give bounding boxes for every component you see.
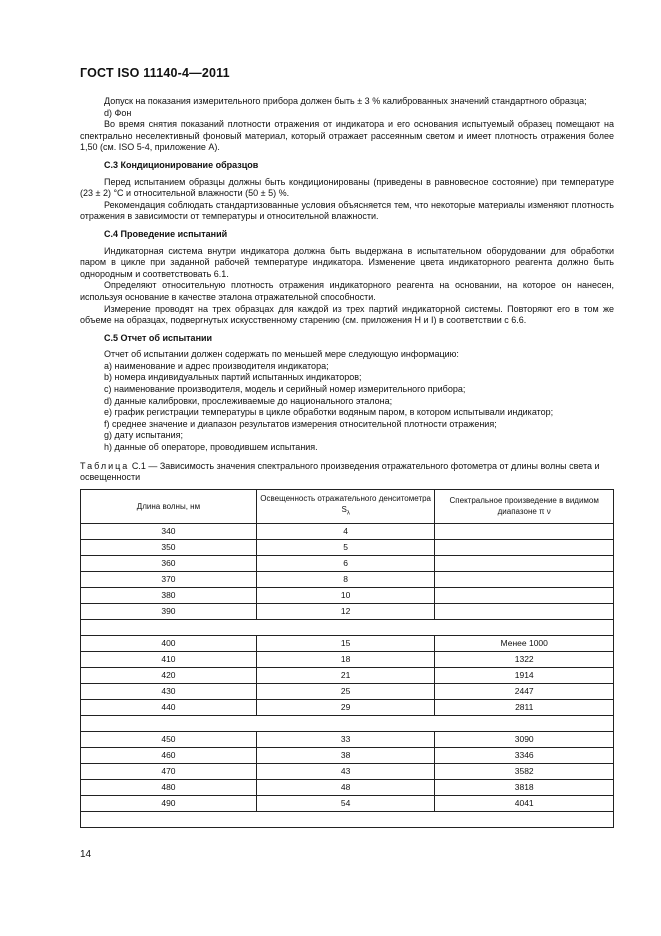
list-item: h) данные об операторе, проводившем испытания. (104, 442, 318, 453)
cell-wavelength: 460 (81, 747, 257, 763)
cell-wavelength: 400 (81, 635, 257, 651)
cell-spectral-product: 3582 (435, 763, 614, 779)
list-item: а) наименование и адрес производителя индикатора; (104, 360, 329, 371)
table-caption-label: Таблица (80, 460, 130, 471)
header-wavelength: Длина волны, нм (81, 489, 257, 523)
table-spacer-row (81, 811, 614, 827)
cell-illuminance: 5 (256, 539, 435, 555)
cell-wavelength: 350 (81, 539, 257, 555)
cell-wavelength: 410 (81, 651, 257, 667)
table-row (81, 651, 614, 667)
table-row (81, 555, 614, 571)
cell-wavelength: 440 (81, 699, 257, 715)
cell-wavelength: 370 (81, 571, 257, 587)
table-row (81, 603, 614, 619)
cell-spectral-product (435, 539, 614, 555)
cell-illuminance: 48 (256, 779, 435, 795)
table-caption (80, 454, 614, 484)
cell-spectral-product: 4041 (435, 795, 614, 811)
cell-wavelength: 430 (81, 683, 257, 699)
list-item: d) данные калибровки, прослеживаемые до национального эталона; (104, 395, 393, 406)
list-item: f) среднее значение и диапазон результатов измерения относительной плотности отражения; (104, 418, 497, 429)
table-row (81, 587, 614, 603)
paragraph-recommendation: Рекомендация соблюдать стандартизованные условия объясняется тем, что некоторые материалы изменяют плотность отражения в зависимости от температуры и относительной влажности. (80, 199, 614, 222)
paragraph-measurement: Измерение проводят на трех образцах для каждой из трех партий индикаторной системы. Повторяют его в том же объеме на образцах, подвергнутых искусственному старению (см. приложения Н и I) в соответствии с 6.6. (80, 303, 614, 326)
paragraph-report: Отчет об испытании должен содержать по меньшей мере следующую информацию: (104, 349, 459, 360)
table-spacer-row (81, 619, 614, 635)
section-title-c4: С.4 Проведение испытаний (104, 228, 228, 239)
cell-wavelength: 490 (81, 795, 257, 811)
cell-illuminance: 18 (256, 651, 435, 667)
page-number: 14 (80, 849, 92, 860)
cell-wavelength: 480 (81, 779, 257, 795)
cell-illuminance: 43 (256, 763, 435, 779)
table-row (81, 667, 614, 683)
cell-illuminance: 10 (256, 587, 435, 603)
data-table (80, 489, 614, 828)
cell-wavelength: 420 (81, 667, 257, 683)
spacer-cell (81, 811, 614, 827)
cell-wavelength: 380 (81, 587, 257, 603)
table-row (81, 731, 614, 747)
cell-illuminance: 25 (256, 683, 435, 699)
table-row (81, 747, 614, 763)
section-title-c3: С.3 Кондиционирование образцов (104, 159, 259, 170)
cell-wavelength: 470 (81, 763, 257, 779)
table-header-row (81, 489, 614, 523)
table-row (81, 539, 614, 555)
spacer-cell (81, 715, 614, 731)
cell-spectral-product: 1914 (435, 667, 614, 683)
cell-spectral-product: 3818 (435, 779, 614, 795)
table-spacer-row (81, 715, 614, 731)
cell-illuminance: 21 (256, 667, 435, 683)
cell-illuminance: 29 (256, 699, 435, 715)
list-item: с) наименование производителя, модель и серийный номер измерительного прибора; (104, 384, 466, 395)
table-caption-text: С.1 — Зависимость значения спектрального произведения отражательного фотометра от длины волны света и освещенности (80, 460, 600, 483)
table-body (81, 523, 614, 827)
list-item: b) номера индивидуальных партий испытанных индикаторов; (104, 372, 362, 383)
cell-illuminance: 8 (256, 571, 435, 587)
table-row (81, 683, 614, 699)
cell-illuminance: 6 (256, 555, 435, 571)
cell-spectral-product (435, 555, 614, 571)
cell-spectral-product: 1322 (435, 651, 614, 667)
document-header: ГОСТ ISO 11140-4—2011 (80, 66, 230, 80)
cell-spectral-product (435, 571, 614, 587)
cell-spectral-product: Менее 1000 (435, 635, 614, 651)
cell-wavelength: 360 (81, 555, 257, 571)
cell-illuminance: 33 (256, 731, 435, 747)
table-row (81, 635, 614, 651)
cell-illuminance: 54 (256, 795, 435, 811)
section-title-c5: С.5 Отчет об испытании (104, 332, 213, 343)
cell-wavelength: 390 (81, 603, 257, 619)
header-spectral-product: Спектральное произведение в видимом диапазоне π ν (435, 489, 614, 523)
cell-illuminance: 12 (256, 603, 435, 619)
list-item: е) график регистрации температуры в цикле обработки водяным паром, в котором испытывали индикатор; (104, 407, 554, 418)
cell-spectral-product: 3346 (435, 747, 614, 763)
header-illuminance-subscript: λ (346, 510, 350, 517)
cell-illuminance: 38 (256, 747, 435, 763)
table-row (81, 779, 614, 795)
paragraph-density: Определяют относительную плотность отражения индикаторного реагента на основании, на которое он нанесен, используя основание в качестве эталона отражательной способности. (80, 280, 614, 302)
header-illuminance (256, 489, 435, 523)
paragraph-conditioning: Перед испытанием образцы должны быть кондиционированы (приведены в равновесное состояние) при температуре (23 ± 2) °С и относительной влажности (50 ± 5) %. (80, 176, 614, 199)
cell-wavelength: 450 (81, 731, 257, 747)
cell-spectral-product: 2811 (435, 699, 614, 715)
cell-illuminance: 4 (256, 523, 435, 539)
spacer-cell (81, 619, 614, 635)
list-item-background: d) Фон (104, 107, 132, 118)
paragraph-tolerance: Допуск на показания измерительного прибора должен быть ± 3 % калиброванных значений стандартного образца; (104, 96, 587, 106)
paragraph-background: Во время снятия показаний плотности отражения от индикатора и его основания испытуемый образец помещают на спектрально неселективный фоновый материал, который отражает рассеянным светом и имеет плотность отражения более 1,50 (см. ISO 5-4, приложение А). (80, 119, 614, 153)
cell-spectral-product: 3090 (435, 731, 614, 747)
list-item: g) дату испытания; (104, 430, 184, 441)
cell-spectral-product (435, 523, 614, 539)
table-row (81, 699, 614, 715)
table-row (81, 571, 614, 587)
table-row (81, 523, 614, 539)
cell-wavelength: 340 (81, 523, 257, 539)
cell-illuminance: 15 (256, 635, 435, 651)
cell-spectral-product: 2447 (435, 683, 614, 699)
table-row (81, 763, 614, 779)
cell-spectral-product (435, 603, 614, 619)
paragraph-indicator-system: Индикаторная система внутри индикатора должна быть выдержана в испытательном оборудовании для обработки паром в цикле при заданной рабочей температуре индикатора. Изменение цвета индикаторного реагента должно быть однородным и соответствовать 6.1. (80, 245, 614, 279)
document-body (80, 96, 614, 828)
cell-spectral-product (435, 587, 614, 603)
header-illuminance-text: Освещенность отражательного денситометра S (260, 494, 432, 515)
table-row (81, 795, 614, 811)
